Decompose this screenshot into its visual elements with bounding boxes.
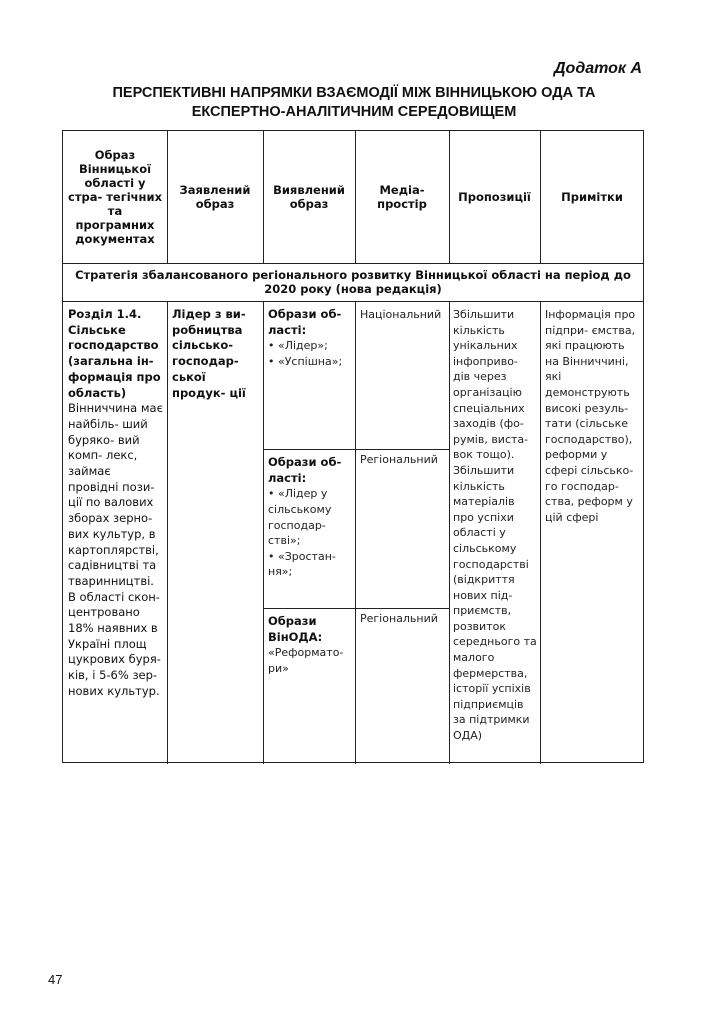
section-cell (68, 307, 164, 700)
declared-image: Лідер з ви- робництва сільсько- господар- ської продук- ції (172, 307, 246, 400)
annex-label: Додаток А (553, 60, 642, 77)
section-body: Вінниччина має найбіль- ший буряко- вий комп- лекс, займає провідні пози- ції по валових зборах зерно- вих культур, в картоплярстві, садівництві та тваринництві. В області скон- центровано 18% наявних в Україні площ цукрових буря- ків, і 5-6% зер- нових культур. (68, 401, 163, 698)
header-col-2: Заявлений образ (179, 183, 251, 211)
page-number: 47 (48, 972, 63, 987)
image-item: • «Успішна»; (268, 354, 352, 370)
image-group-heading: Образи об- ласті: (268, 307, 342, 337)
image-group-3 (268, 614, 352, 677)
header-col-6: Примітки (561, 190, 623, 204)
image-item: • «Лідер у сільському господар- стві»; (268, 486, 352, 548)
image-group-1 (268, 307, 352, 370)
image-group-body: «Реформато- ри» (268, 646, 344, 675)
section-heading: Розділ 1.4. Сільське господарство (загальна ін- формація про область) (68, 307, 161, 400)
media-space-national: Національний (360, 308, 442, 321)
strategy-row: Стратегія збалансованого регіонального розвитку Вінницької області на період до 2020 року (нова редакція) (75, 268, 631, 296)
header-col-1: Образ Вінницької області у стра- тегічних та програмних документах (68, 148, 162, 246)
proposals-cell: Збільшити кількість унікальних інфоприво- дів через організацію спеціальних заходів (фо- румів, виста- вок тощо). Збільшити кількість матеріалів про успіхи області у сільському господарстві (відкриття нових під- приємств, розвиток середнього та малого фермерства, історії успіхів підприємців за підтримки ОДА) (453, 308, 537, 743)
row-divider (263, 608, 449, 609)
col-divider (263, 301, 264, 764)
image-group-2 (268, 455, 352, 580)
image-item: • «Лідер»; (268, 338, 352, 354)
row-divider (263, 449, 449, 450)
row-divider (63, 301, 643, 302)
col-divider (167, 301, 168, 764)
image-group-heading: Образи ВінОДА: (268, 614, 323, 644)
media-space-regional: Регіональний (360, 612, 438, 625)
main-table (62, 130, 644, 763)
col-divider (540, 301, 541, 764)
col-divider (355, 301, 356, 764)
media-space-regional: Регіональний (360, 453, 438, 466)
header-col-4: Медіа- простір (377, 183, 427, 211)
image-item: • «Зростан- ня»; (268, 549, 352, 580)
image-group-heading: Образи об- ласті: (268, 455, 342, 485)
notes-cell: Інформація про підпри- ємства, які працюють на Вінниччині, які демонструють високі резуль- тати (сільське господарство), реформи у сфері сільсько- го господар- ства, реформ у цій сфері (545, 308, 636, 524)
title-line-1: ПЕРСПЕКТИВНІ НАПРЯМКИ ВЗАЄМОДІЇ МІЖ ВІННИЦЬКОЮ ОДА ТА (112, 85, 596, 101)
document-title (64, 84, 644, 122)
title-line-2: ЕКСПЕРТНО-АНАЛІТИЧНИМ СЕРЕДОВИЩЕМ (191, 104, 517, 120)
col-divider (449, 301, 450, 764)
header-col-3: Виявлений образ (273, 183, 345, 211)
header-col-5: Пропозиції (458, 190, 531, 204)
